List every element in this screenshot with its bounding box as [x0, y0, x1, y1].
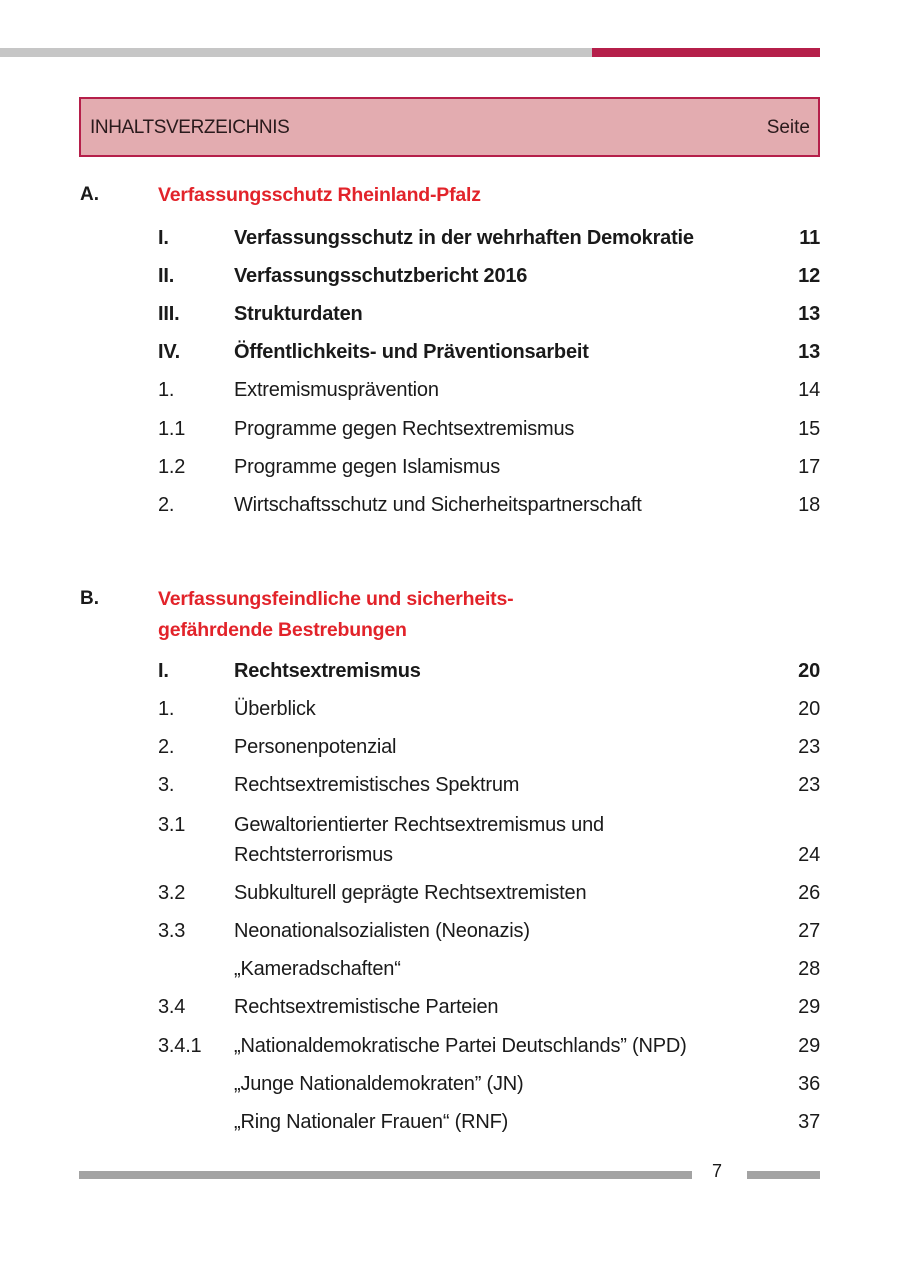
entry-number: III. [158, 303, 180, 325]
section-title-b-line-1: Verfassungsfeindliche und sicherheits- [158, 588, 514, 610]
entry-number: 3.4 [158, 996, 186, 1018]
entry-page: 13 [798, 303, 820, 325]
section-title-a-line-1: Verfassungsschutz Rheinland-Pfalz [158, 184, 481, 206]
entry-title: Überblick [234, 698, 316, 720]
entry-page: 28 [798, 958, 820, 980]
entry-title: Programme gegen Rechtsextremismus [234, 418, 575, 440]
entry-number: 3.1 [158, 814, 186, 836]
footer-decorative-bar-left [79, 1171, 692, 1179]
section-letter-b: B. [80, 588, 99, 609]
entry-page: 24 [798, 844, 820, 866]
entry-title: „Nationaldemokratische Partei Deutschlands” (NPD) [234, 1035, 687, 1057]
entry-number: II. [158, 265, 175, 287]
entry-page: 36 [798, 1073, 820, 1095]
section-title-b-line-2: gefährdende Bestrebungen [158, 619, 407, 641]
entry-title: Verfassungsschutzbericht 2016 [234, 265, 528, 287]
entry-page: 17 [798, 456, 820, 478]
entry-page: 27 [798, 920, 820, 942]
entry-number: 1.1 [158, 418, 186, 440]
entry-title: Extremismusprävention [234, 379, 439, 401]
entry-page: 20 [798, 660, 820, 682]
entry-number: 2. [158, 494, 175, 516]
entry-number: IV. [158, 341, 181, 363]
entry-title-line-1: Gewaltorientierter Rechtsextremismus und [234, 814, 604, 836]
entry-number: 3.4.1 [158, 1035, 202, 1057]
toc-header-box [79, 97, 820, 157]
entry-page: 29 [798, 1035, 820, 1057]
entry-title [234, 810, 774, 870]
entry-title: „Ring Nationaler Frauen“ (RNF) [234, 1111, 509, 1133]
entry-number: 3. [158, 774, 175, 796]
entry-title-line-2: Rechtsterrorismus [234, 844, 393, 866]
entry-number: 1.2 [158, 456, 186, 478]
entry-page: 18 [798, 494, 820, 516]
entry-title: Öffentlichkeits- und Präventionsarbeit [234, 341, 589, 363]
entry-page: 26 [798, 882, 820, 904]
entry-page: 13 [798, 341, 820, 363]
entry-title: Strukturdaten [234, 303, 363, 325]
entry-number: 3.2 [158, 882, 186, 904]
entry-title: Rechtsextremistisches Spektrum [234, 774, 520, 796]
entry-title: Neonationalsozialisten (Neonazis) [234, 920, 530, 942]
entry-page: 23 [798, 736, 820, 758]
entry-page: 14 [798, 379, 820, 401]
entry-page: 20 [798, 698, 820, 720]
entry-title: „Kameradschaften“ [234, 958, 401, 980]
entry-title: Wirtschaftsschutz und Sicherheitspartnerschaft [234, 494, 642, 516]
entry-number: 1. [158, 698, 175, 720]
entry-number: 2. [158, 736, 175, 758]
entry-page: 12 [798, 265, 820, 287]
toc-title: INHALTSVERZEICHNIS [90, 117, 290, 138]
entry-page: 37 [798, 1111, 820, 1133]
entry-title: Subkulturell geprägte Rechtsextremisten [234, 882, 587, 904]
entry-title: Personenpotenzial [234, 736, 397, 758]
page-column-label: Seite [766, 117, 810, 138]
entry-page: 29 [798, 996, 820, 1018]
entry-number: 3.3 [158, 920, 186, 942]
entry-title: Programme gegen Islamismus [234, 456, 501, 478]
entry-number: I. [158, 660, 169, 682]
entry-number: I. [158, 227, 169, 249]
footer-decorative-bar-right [747, 1171, 820, 1179]
section-title-a [158, 180, 481, 211]
entry-number: 1. [158, 379, 175, 401]
entry-title: Verfassungsschutz in der wehrhaften Demokratie [234, 227, 694, 249]
entry-page: 11 [799, 227, 820, 249]
entry-title: „Junge Nationaldemokraten” (JN) [234, 1073, 524, 1095]
section-title-b [158, 584, 513, 646]
top-decorative-bar-gray [0, 48, 592, 57]
entry-title: Rechtsextremismus [234, 660, 421, 682]
entry-page: 23 [798, 774, 820, 796]
section-letter-a: A. [80, 184, 99, 205]
top-decorative-bar-red [592, 48, 820, 57]
page-number: 7 [712, 1161, 723, 1181]
entry-page: 15 [798, 418, 820, 440]
entry-title: Rechtsextremistische Parteien [234, 996, 499, 1018]
